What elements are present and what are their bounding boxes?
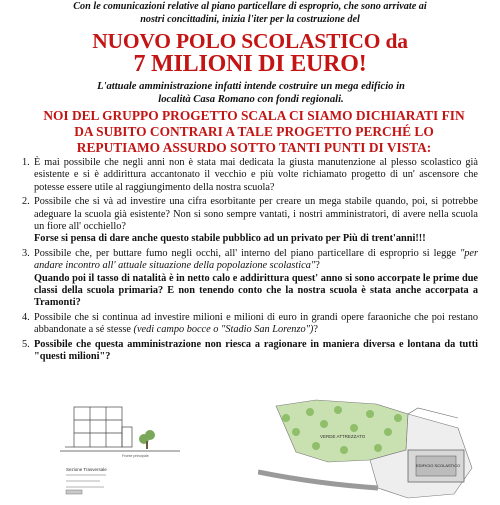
intro-line-1: Con le comunicazioni relative al piano particellare di esproprio, che sono arrivate ai <box>73 1 427 12</box>
point-text-after: ? <box>315 260 320 272</box>
point-text-after: ? <box>313 324 318 336</box>
intro-line-2: nostri concittadini, inizia l'iter per la costruzione del <box>140 13 360 25</box>
intro-text <box>0 1 500 26</box>
point-text: Possibile che, per buttare fumo negli occhi, all' interno del piano particellare di esproprio si legge <box>34 247 456 259</box>
section-caption: Sezione Trasversale <box>66 467 107 472</box>
subtitle <box>26 80 476 106</box>
point-bold-text: Possibile che questa amministrazione non riesca a ragionare in maniera diversa e lontana da tutti "questi milioni"? <box>34 338 478 363</box>
point-2 <box>22 196 478 246</box>
point-4 <box>22 312 478 337</box>
point-quote: "per andare incontro all' attuale situazione della popolazione scolastica" <box>34 247 479 272</box>
green-area-label: VERDE ATTREZZATO <box>320 434 366 439</box>
point-5 <box>22 339 478 364</box>
point-quote: (vedi campo bocce o "Stadio San Lorenzo") <box>133 324 314 336</box>
point-number: 5. <box>22 338 30 350</box>
point-text: È mai possibile che negli anni non è stata mai dedicata la giusta manutenzione al plesso scolastico già esistente e si è addirittura accantonato il vecchio e più volte richiamato progetto di un' ascensore che potesse essere utile al raggiungimento della nostra scuola? <box>34 157 478 193</box>
point-1 <box>22 157 478 194</box>
section-label: Fronte principale <box>122 454 149 458</box>
points-list <box>22 157 478 366</box>
point-number: 2. <box>22 196 30 208</box>
group-statement: NOI DEL GRUPPO PROGETTO SCALA CI SIAMO DICHIARATI FIN DA SUBITO CONTRARI A TALE PROGETTO PERCHÉ LO REPUTIAMO ASSURDO SOTTO TANTI PUNTI DI VISTA: <box>43 108 465 155</box>
point-bold-text: Forse si pensa di dare anche questo stabile pubblico ad un privato per Più di trent'anni!!! <box>34 233 426 245</box>
headline-line-2: 7 MILIONI DI EURO! <box>133 51 367 77</box>
headline-line-1: NUOVO POLO SCOLASTICO da <box>92 29 408 53</box>
point-bold-text: Quando poi il tasso di natalità è in netto calo e addirittura quest' anno si sono accorpate le prime due classi della scuola primaria? E non tenendo conto che la nostra scuola è stata anche accorpata a Tramonti? <box>34 272 478 309</box>
school-building-label: EDIFICIO SCOLASTICO <box>416 463 461 468</box>
site-plan <box>258 388 488 500</box>
point-text: Possibile che si continua ad investire milioni e milioni di euro in grandi opere faraoniche che poi restano abbandonate a sé stesse <box>34 311 478 336</box>
building-section <box>74 407 122 447</box>
subtitle-line-2: località Casa Romano con fondi regionali. <box>158 94 344 105</box>
point-number: 3. <box>22 247 30 259</box>
section-drawing <box>60 393 180 500</box>
subtitle-line-1: L'attuale amministrazione infatti intende costruire un mega edificio in <box>97 81 405 92</box>
point-text: Possibile che si và ad investire una cifra esorbitante per creare un mega stabile quando, poi, si potrebbe adeguare la scuola già esistente? Non si sono sempre vantati, i nostri amministratori, di avere nella scuola un fiore all' occhiello? <box>34 196 478 233</box>
section-drawing-svg <box>60 393 180 500</box>
tree-icon <box>139 430 155 449</box>
site-plan-svg <box>258 388 488 500</box>
point-3 <box>22 248 478 310</box>
point-number: 1. <box>22 157 30 168</box>
point-number: 4. <box>22 311 30 323</box>
